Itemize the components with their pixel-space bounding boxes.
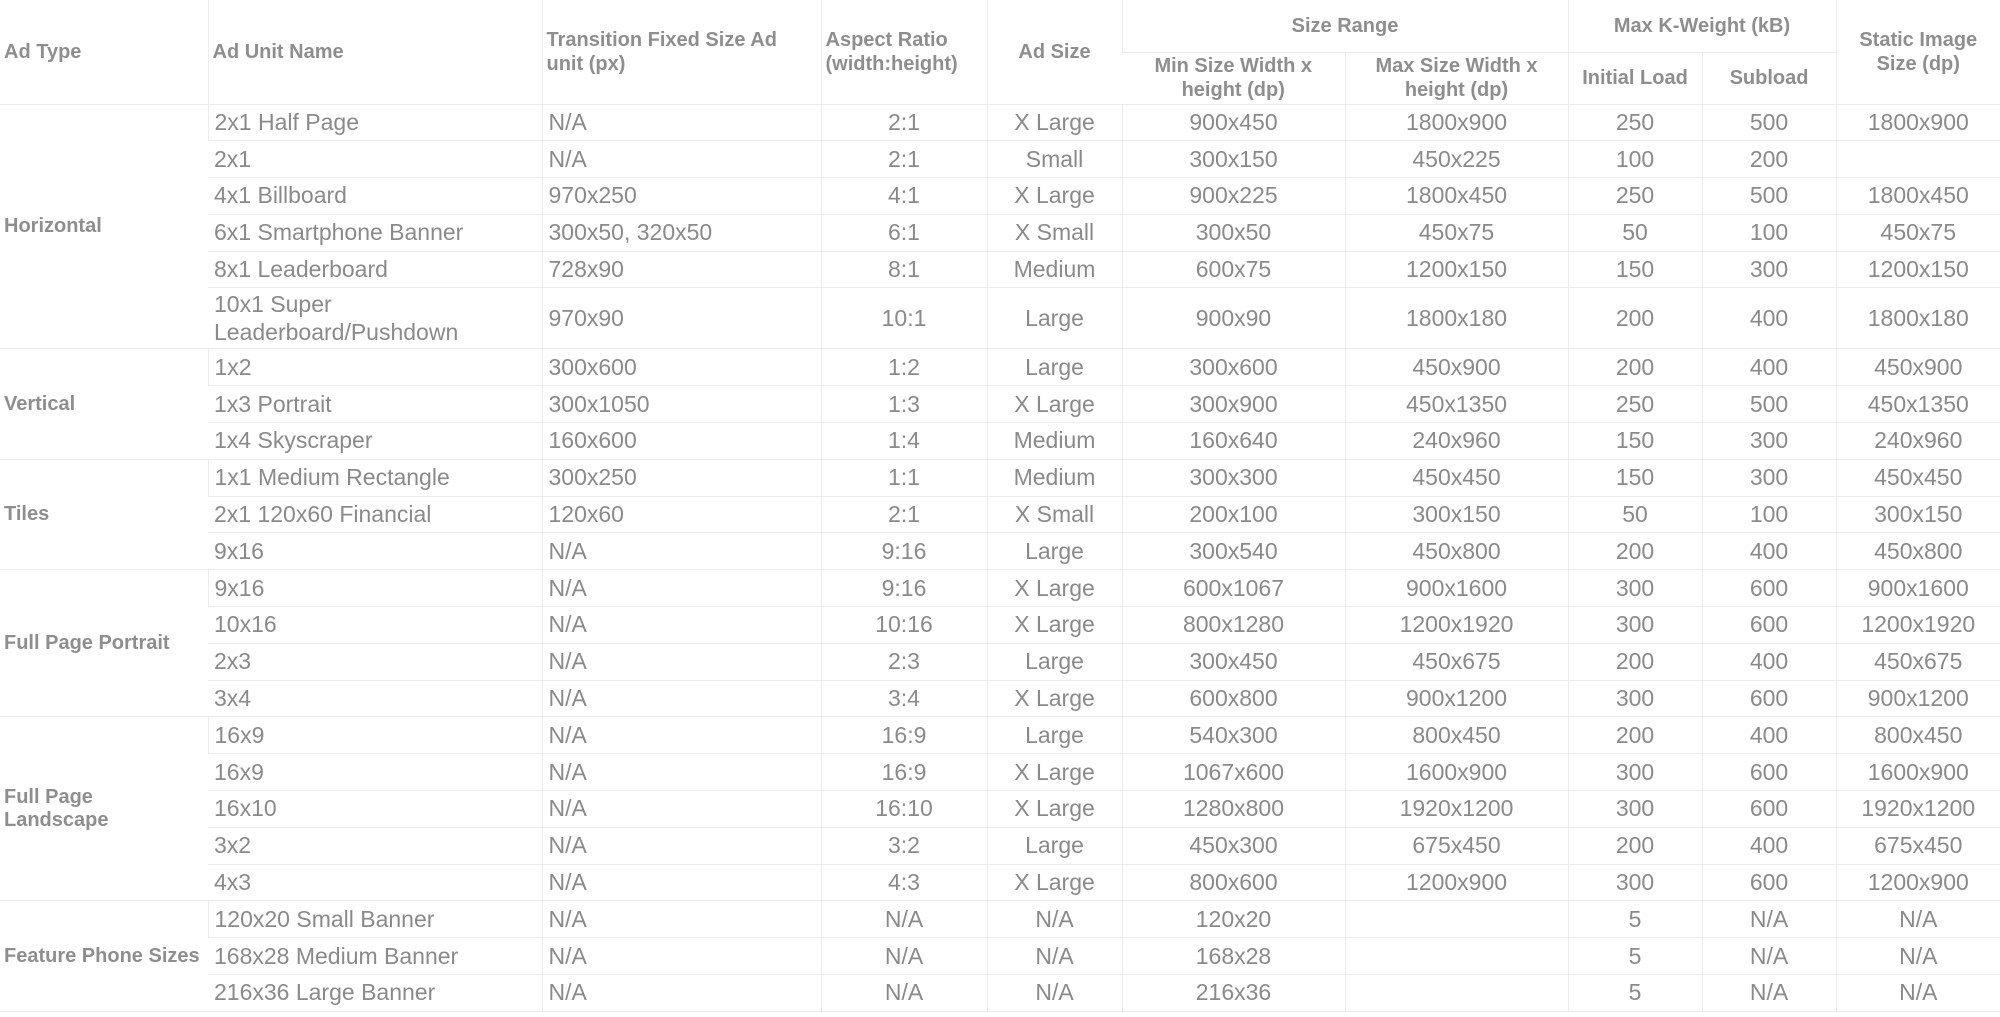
cell-max-size: 1200x1920 bbox=[1345, 607, 1568, 644]
cell-subload: 200 bbox=[1702, 141, 1836, 178]
cell-initial-load: 150 bbox=[1568, 423, 1702, 460]
cell-initial-load: 250 bbox=[1568, 386, 1702, 423]
cell-subload: N/A bbox=[1702, 901, 1836, 938]
cell-ad-size: Medium bbox=[987, 251, 1122, 288]
header-max-size: Max Size Width x height (dp) bbox=[1345, 52, 1568, 104]
cell-static-image-size: 675x450 bbox=[1836, 827, 2000, 864]
cell-static-image-size: N/A bbox=[1836, 975, 2000, 1012]
cell-transition-size: N/A bbox=[542, 717, 821, 754]
cell-ad-size: X Large bbox=[987, 570, 1122, 607]
cell-static-image-size: 450x75 bbox=[1836, 214, 2000, 251]
cell-ad-size: Medium bbox=[987, 459, 1122, 496]
cell-initial-load: 200 bbox=[1568, 717, 1702, 754]
cell-subload: 100 bbox=[1702, 214, 1836, 251]
cell-transition-size: N/A bbox=[542, 791, 821, 828]
table-row bbox=[0, 570, 2000, 607]
cell-static-image-size: 1600x900 bbox=[1836, 754, 2000, 791]
table-row bbox=[0, 791, 2000, 828]
cell-min-size: 900x225 bbox=[1122, 178, 1345, 215]
cell-static-image-size: 450x900 bbox=[1836, 349, 2000, 386]
cell-ad-type: Tiles bbox=[0, 459, 208, 569]
table-row bbox=[0, 827, 2000, 864]
cell-ad-unit-name: 9x16 bbox=[208, 533, 542, 570]
cell-initial-load: 150 bbox=[1568, 251, 1702, 288]
cell-static-image-size: 1800x180 bbox=[1836, 288, 2000, 349]
cell-min-size: 300x50 bbox=[1122, 214, 1345, 251]
cell-subload: 400 bbox=[1702, 288, 1836, 349]
cell-aspect-ratio: 1:2 bbox=[821, 349, 987, 386]
cell-ad-size: X Small bbox=[987, 496, 1122, 533]
cell-max-size: 450x225 bbox=[1345, 141, 1568, 178]
cell-initial-load: 200 bbox=[1568, 827, 1702, 864]
table-row bbox=[0, 496, 2000, 533]
cell-ad-unit-name: 3x4 bbox=[208, 680, 542, 717]
cell-ad-size: Large bbox=[987, 717, 1122, 754]
cell-ad-type: Vertical bbox=[0, 349, 208, 459]
cell-max-size: 900x1200 bbox=[1345, 680, 1568, 717]
cell-transition-size: N/A bbox=[542, 827, 821, 864]
cell-static-image-size: N/A bbox=[1836, 901, 2000, 938]
cell-static-image-size: 1200x900 bbox=[1836, 864, 2000, 901]
table-row bbox=[0, 975, 2000, 1012]
table-body bbox=[0, 104, 2000, 1011]
cell-max-size: 1800x450 bbox=[1345, 178, 1568, 215]
cell-transition-size: N/A bbox=[542, 864, 821, 901]
table-header bbox=[0, 0, 2000, 104]
cell-aspect-ratio: 16:9 bbox=[821, 754, 987, 791]
cell-ad-size: Medium bbox=[987, 423, 1122, 460]
cell-subload: 600 bbox=[1702, 680, 1836, 717]
cell-ad-unit-name: 2x1 bbox=[208, 141, 542, 178]
cell-ad-type: Full Page Portrait bbox=[0, 570, 208, 717]
cell-min-size: 540x300 bbox=[1122, 717, 1345, 754]
cell-initial-load: 300 bbox=[1568, 607, 1702, 644]
cell-aspect-ratio: 2:1 bbox=[821, 141, 987, 178]
table-row bbox=[0, 864, 2000, 901]
table-row bbox=[0, 901, 2000, 938]
cell-transition-size: N/A bbox=[542, 570, 821, 607]
header-ad-type: Ad Type bbox=[0, 0, 208, 104]
cell-transition-size: N/A bbox=[542, 533, 821, 570]
cell-min-size: 300x540 bbox=[1122, 533, 1345, 570]
cell-ad-size: X Large bbox=[987, 864, 1122, 901]
cell-initial-load: 50 bbox=[1568, 214, 1702, 251]
cell-static-image-size: 900x1200 bbox=[1836, 680, 2000, 717]
cell-aspect-ratio: 16:10 bbox=[821, 791, 987, 828]
table-row bbox=[0, 214, 2000, 251]
table-row bbox=[0, 104, 2000, 141]
cell-subload: 400 bbox=[1702, 643, 1836, 680]
cell-initial-load: 250 bbox=[1568, 104, 1702, 141]
cell-transition-size: 970x90 bbox=[542, 288, 821, 349]
cell-ad-type: Feature Phone Sizes bbox=[0, 901, 208, 1011]
cell-aspect-ratio: 2:1 bbox=[821, 104, 987, 141]
cell-initial-load: 200 bbox=[1568, 643, 1702, 680]
cell-ad-size: X Large bbox=[987, 104, 1122, 141]
header-ad-size: Ad Size bbox=[987, 0, 1122, 104]
cell-min-size: 1280x800 bbox=[1122, 791, 1345, 828]
cell-aspect-ratio: N/A bbox=[821, 938, 987, 975]
cell-max-size: 240x960 bbox=[1345, 423, 1568, 460]
cell-initial-load: 200 bbox=[1568, 288, 1702, 349]
cell-max-size: 450x1350 bbox=[1345, 386, 1568, 423]
cell-max-size: 450x800 bbox=[1345, 533, 1568, 570]
cell-subload: 300 bbox=[1702, 251, 1836, 288]
cell-subload: 500 bbox=[1702, 178, 1836, 215]
cell-aspect-ratio: 1:3 bbox=[821, 386, 987, 423]
cell-max-size: 450x675 bbox=[1345, 643, 1568, 680]
cell-max-size: 800x450 bbox=[1345, 717, 1568, 754]
cell-initial-load: 300 bbox=[1568, 754, 1702, 791]
cell-subload: 600 bbox=[1702, 607, 1836, 644]
cell-transition-size: 728x90 bbox=[542, 251, 821, 288]
cell-max-size: 1920x1200 bbox=[1345, 791, 1568, 828]
cell-min-size: 300x900 bbox=[1122, 386, 1345, 423]
cell-aspect-ratio: 16:9 bbox=[821, 717, 987, 754]
cell-min-size: 600x800 bbox=[1122, 680, 1345, 717]
cell-initial-load: 150 bbox=[1568, 459, 1702, 496]
cell-transition-size: 300x600 bbox=[542, 349, 821, 386]
cell-ad-size: Large bbox=[987, 533, 1122, 570]
cell-max-size: 450x450 bbox=[1345, 459, 1568, 496]
cell-ad-size: X Large bbox=[987, 680, 1122, 717]
header-ad-unit-name: Ad Unit Name bbox=[208, 0, 542, 104]
cell-ad-size: X Large bbox=[987, 754, 1122, 791]
cell-ad-size: X Large bbox=[987, 178, 1122, 215]
cell-aspect-ratio: 8:1 bbox=[821, 251, 987, 288]
cell-max-size: 300x150 bbox=[1345, 496, 1568, 533]
cell-transition-size: 300x1050 bbox=[542, 386, 821, 423]
cell-transition-size: N/A bbox=[542, 607, 821, 644]
cell-min-size: 300x450 bbox=[1122, 643, 1345, 680]
cell-max-size: 450x900 bbox=[1345, 349, 1568, 386]
cell-subload: 400 bbox=[1702, 827, 1836, 864]
table-row bbox=[0, 423, 2000, 460]
header-max-k-weight: Max K-Weight (kB) bbox=[1568, 0, 1836, 52]
cell-subload: 600 bbox=[1702, 864, 1836, 901]
cell-min-size: 1067x600 bbox=[1122, 754, 1345, 791]
cell-aspect-ratio: 6:1 bbox=[821, 214, 987, 251]
cell-subload: N/A bbox=[1702, 938, 1836, 975]
cell-static-image-size: 1920x1200 bbox=[1836, 791, 2000, 828]
cell-static-image-size: 1200x150 bbox=[1836, 251, 2000, 288]
cell-ad-unit-name: 168x28 Medium Banner bbox=[208, 938, 542, 975]
cell-min-size: 200x100 bbox=[1122, 496, 1345, 533]
cell-min-size: 300x300 bbox=[1122, 459, 1345, 496]
header-min-size: Min Size Width x height (dp) bbox=[1122, 52, 1345, 104]
cell-initial-load: 300 bbox=[1568, 791, 1702, 828]
table-row bbox=[0, 938, 2000, 975]
table-row bbox=[0, 643, 2000, 680]
cell-static-image-size: 1800x900 bbox=[1836, 104, 2000, 141]
table-row bbox=[0, 288, 2000, 349]
cell-initial-load: 200 bbox=[1568, 533, 1702, 570]
cell-min-size: 450x300 bbox=[1122, 827, 1345, 864]
cell-ad-size: N/A bbox=[987, 938, 1122, 975]
cell-ad-type: Full Page Landscape bbox=[0, 717, 208, 901]
cell-ad-unit-name: 8x1 Leaderboard bbox=[208, 251, 542, 288]
header-initial-load: Initial Load bbox=[1568, 52, 1702, 104]
cell-max-size: 1800x180 bbox=[1345, 288, 1568, 349]
cell-initial-load: 50 bbox=[1568, 496, 1702, 533]
cell-aspect-ratio: 3:2 bbox=[821, 827, 987, 864]
cell-ad-unit-name: 1x1 Medium Rectangle bbox=[208, 459, 542, 496]
cell-min-size: 600x75 bbox=[1122, 251, 1345, 288]
cell-min-size: 300x600 bbox=[1122, 349, 1345, 386]
cell-transition-size: 160x600 bbox=[542, 423, 821, 460]
cell-max-size: 900x1600 bbox=[1345, 570, 1568, 607]
cell-ad-size: N/A bbox=[987, 975, 1122, 1012]
cell-static-image-size: 1200x1920 bbox=[1836, 607, 2000, 644]
cell-max-size: 1200x900 bbox=[1345, 864, 1568, 901]
cell-subload: 500 bbox=[1702, 386, 1836, 423]
header-transition-fixed-size: Transition Fixed Size Ad unit (px) bbox=[542, 0, 821, 104]
cell-ad-size: Large bbox=[987, 288, 1122, 349]
cell-aspect-ratio: 1:4 bbox=[821, 423, 987, 460]
cell-initial-load: 5 bbox=[1568, 901, 1702, 938]
cell-subload: N/A bbox=[1702, 975, 1836, 1012]
cell-transition-size: 300x250 bbox=[542, 459, 821, 496]
cell-ad-unit-name: 16x10 bbox=[208, 791, 542, 828]
cell-ad-size: Small bbox=[987, 141, 1122, 178]
cell-transition-size: 970x250 bbox=[542, 178, 821, 215]
cell-initial-load: 5 bbox=[1568, 975, 1702, 1012]
cell-subload: 400 bbox=[1702, 349, 1836, 386]
table-row bbox=[0, 533, 2000, 570]
cell-min-size: 120x20 bbox=[1122, 901, 1345, 938]
table-row bbox=[0, 754, 2000, 791]
cell-min-size: 800x1280 bbox=[1122, 607, 1345, 644]
cell-max-size bbox=[1345, 938, 1568, 975]
cell-aspect-ratio: 10:16 bbox=[821, 607, 987, 644]
cell-subload: 600 bbox=[1702, 791, 1836, 828]
cell-static-image-size: 240x960 bbox=[1836, 423, 2000, 460]
cell-aspect-ratio: 3:4 bbox=[821, 680, 987, 717]
table-row bbox=[0, 717, 2000, 754]
cell-aspect-ratio: N/A bbox=[821, 975, 987, 1012]
cell-ad-size: N/A bbox=[987, 901, 1122, 938]
cell-transition-size: N/A bbox=[542, 141, 821, 178]
cell-transition-size: N/A bbox=[542, 680, 821, 717]
cell-initial-load: 300 bbox=[1568, 864, 1702, 901]
cell-ad-unit-name: 2x1 120x60 Financial bbox=[208, 496, 542, 533]
cell-ad-unit-name: 16x9 bbox=[208, 717, 542, 754]
cell-aspect-ratio: 9:16 bbox=[821, 570, 987, 607]
cell-static-image-size: 450x1350 bbox=[1836, 386, 2000, 423]
cell-static-image-size: 300x150 bbox=[1836, 496, 2000, 533]
cell-ad-unit-name: 2x1 Half Page bbox=[208, 104, 542, 141]
table-row bbox=[0, 680, 2000, 717]
cell-static-image-size: 450x450 bbox=[1836, 459, 2000, 496]
cell-ad-unit-name: 2x3 bbox=[208, 643, 542, 680]
cell-ad-unit-name: 10x16 bbox=[208, 607, 542, 644]
cell-ad-unit-name: 4x3 bbox=[208, 864, 542, 901]
table-row bbox=[0, 459, 2000, 496]
cell-transition-size: 300x50, 320x50 bbox=[542, 214, 821, 251]
cell-transition-size: N/A bbox=[542, 938, 821, 975]
cell-subload: 300 bbox=[1702, 459, 1836, 496]
cell-ad-size: X Large bbox=[987, 607, 1122, 644]
cell-aspect-ratio: N/A bbox=[821, 901, 987, 938]
cell-transition-size: N/A bbox=[542, 975, 821, 1012]
cell-initial-load: 300 bbox=[1568, 570, 1702, 607]
cell-ad-unit-name: 9x16 bbox=[208, 570, 542, 607]
cell-max-size bbox=[1345, 975, 1568, 1012]
cell-transition-size: N/A bbox=[542, 104, 821, 141]
table-row bbox=[0, 349, 2000, 386]
cell-min-size: 160x640 bbox=[1122, 423, 1345, 460]
cell-ad-unit-name: 120x20 Small Banner bbox=[208, 901, 542, 938]
cell-transition-size: N/A bbox=[542, 754, 821, 791]
cell-static-image-size: 450x800 bbox=[1836, 533, 2000, 570]
cell-ad-unit-name: 6x1 Smartphone Banner bbox=[208, 214, 542, 251]
cell-min-size: 900x450 bbox=[1122, 104, 1345, 141]
cell-transition-size: 120x60 bbox=[542, 496, 821, 533]
cell-ad-unit-name: 1x3 Portrait bbox=[208, 386, 542, 423]
cell-aspect-ratio: 9:16 bbox=[821, 533, 987, 570]
cell-max-size: 1800x900 bbox=[1345, 104, 1568, 141]
cell-initial-load: 250 bbox=[1568, 178, 1702, 215]
cell-min-size: 300x150 bbox=[1122, 141, 1345, 178]
cell-subload: 300 bbox=[1702, 423, 1836, 460]
cell-subload: 400 bbox=[1702, 533, 1836, 570]
header-aspect-ratio: Aspect Ratio (width:height) bbox=[821, 0, 987, 104]
cell-static-image-size: 900x1600 bbox=[1836, 570, 2000, 607]
cell-ad-size: X Small bbox=[987, 214, 1122, 251]
cell-ad-size: Large bbox=[987, 827, 1122, 864]
cell-subload: 100 bbox=[1702, 496, 1836, 533]
cell-aspect-ratio: 1:1 bbox=[821, 459, 987, 496]
cell-aspect-ratio: 4:3 bbox=[821, 864, 987, 901]
cell-ad-type: Horizontal bbox=[0, 104, 208, 349]
cell-min-size: 216x36 bbox=[1122, 975, 1345, 1012]
cell-subload: 400 bbox=[1702, 717, 1836, 754]
cell-max-size: 450x75 bbox=[1345, 214, 1568, 251]
cell-min-size: 168x28 bbox=[1122, 938, 1345, 975]
header-size-range: Size Range bbox=[1122, 0, 1568, 52]
header-subload: Subload bbox=[1702, 52, 1836, 104]
cell-initial-load: 200 bbox=[1568, 349, 1702, 386]
cell-ad-unit-name: 16x9 bbox=[208, 754, 542, 791]
table-row bbox=[0, 386, 2000, 423]
cell-aspect-ratio: 2:1 bbox=[821, 496, 987, 533]
cell-ad-unit-name: 4x1 Billboard bbox=[208, 178, 542, 215]
cell-ad-size: X Large bbox=[987, 791, 1122, 828]
cell-ad-size: Large bbox=[987, 349, 1122, 386]
table-row bbox=[0, 607, 2000, 644]
cell-subload: 600 bbox=[1702, 570, 1836, 607]
cell-min-size: 800x600 bbox=[1122, 864, 1345, 901]
cell-min-size: 600x1067 bbox=[1122, 570, 1345, 607]
cell-aspect-ratio: 10:1 bbox=[821, 288, 987, 349]
table-row bbox=[0, 178, 2000, 215]
cell-aspect-ratio: 2:3 bbox=[821, 643, 987, 680]
cell-initial-load: 300 bbox=[1568, 680, 1702, 717]
cell-subload: 500 bbox=[1702, 104, 1836, 141]
cell-max-size bbox=[1345, 901, 1568, 938]
table-row bbox=[0, 141, 2000, 178]
cell-max-size: 1600x900 bbox=[1345, 754, 1568, 791]
cell-transition-size: N/A bbox=[542, 901, 821, 938]
cell-static-image-size: N/A bbox=[1836, 938, 2000, 975]
cell-ad-unit-name: 10x1 Super Leaderboard/Pushdown bbox=[208, 288, 542, 349]
cell-aspect-ratio: 4:1 bbox=[821, 178, 987, 215]
cell-ad-unit-name: 1x4 Skyscraper bbox=[208, 423, 542, 460]
cell-static-image-size: 800x450 bbox=[1836, 717, 2000, 754]
cell-static-image-size bbox=[1836, 141, 2000, 178]
cell-ad-unit-name: 3x2 bbox=[208, 827, 542, 864]
cell-initial-load: 100 bbox=[1568, 141, 1702, 178]
cell-min-size: 900x90 bbox=[1122, 288, 1345, 349]
cell-ad-unit-name: 216x36 Large Banner bbox=[208, 975, 542, 1012]
cell-static-image-size: 450x675 bbox=[1836, 643, 2000, 680]
header-static-image-size: Static Image Size (dp) bbox=[1836, 0, 2000, 104]
cell-subload: 600 bbox=[1702, 754, 1836, 791]
table-row bbox=[0, 251, 2000, 288]
cell-ad-unit-name: 1x2 bbox=[208, 349, 542, 386]
cell-initial-load: 5 bbox=[1568, 938, 1702, 975]
cell-static-image-size: 1800x450 bbox=[1836, 178, 2000, 215]
cell-ad-size: Large bbox=[987, 643, 1122, 680]
cell-ad-size: X Large bbox=[987, 386, 1122, 423]
cell-transition-size: N/A bbox=[542, 643, 821, 680]
cell-max-size: 1200x150 bbox=[1345, 251, 1568, 288]
cell-max-size: 675x450 bbox=[1345, 827, 1568, 864]
